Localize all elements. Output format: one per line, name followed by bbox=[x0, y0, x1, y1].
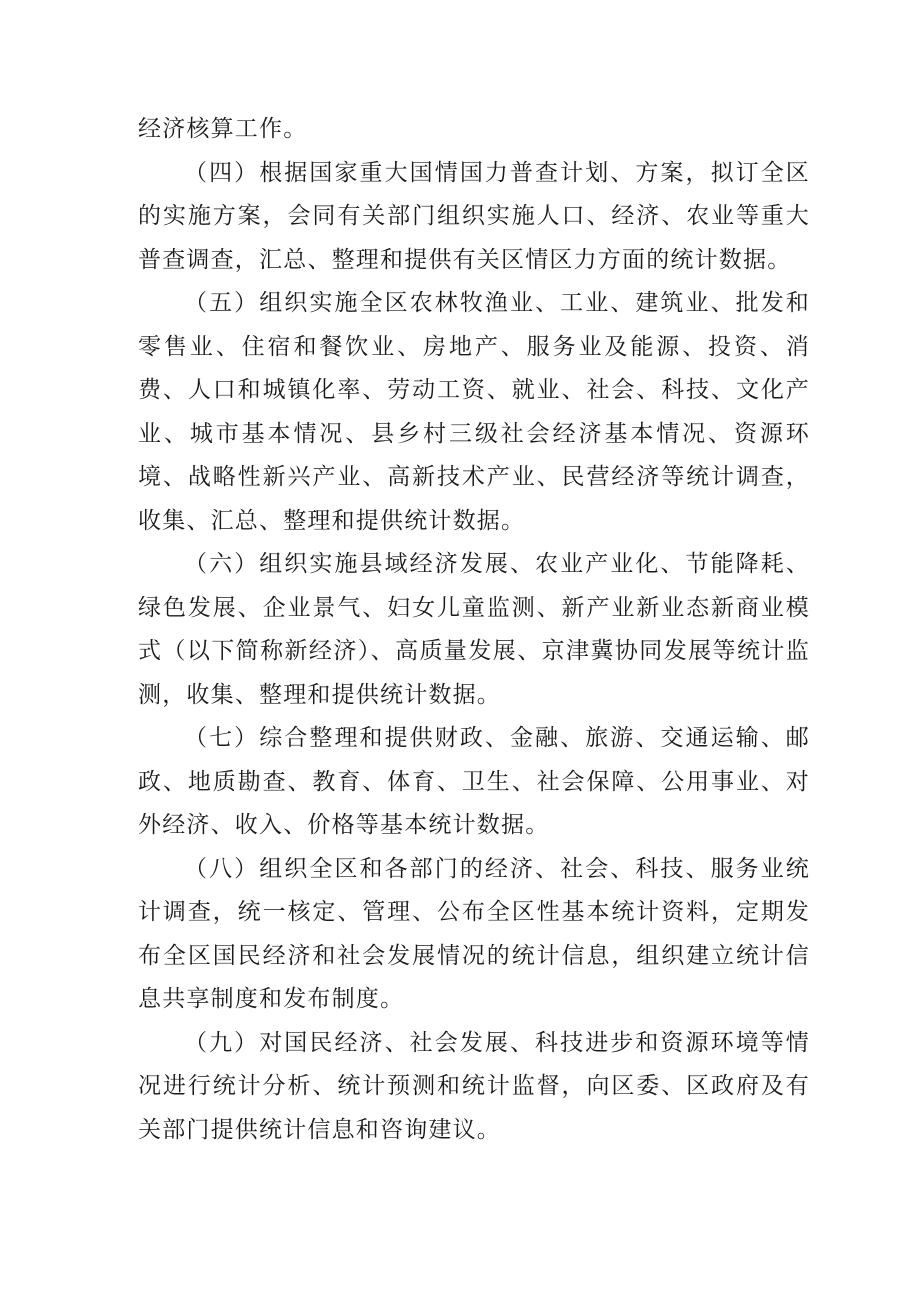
paragraph-continuation: 经济核算工作。 bbox=[138, 116, 308, 142]
document-body bbox=[138, 108, 810, 1152]
paragraph-item-8: （八）组织全区和各部门的经济、社会、科技、服务业统计调查，统一核定、管理、公布全区性基本统计资料，定期发布全区国民经济和社会发展情况的统计信息，组织建立统计信息共享制度和发布制度。 bbox=[138, 855, 810, 1012]
paragraph-item-4: （四）根据国家重大国情国力普查计划、方案，拟订全区的实施方案，会同有关部门组织实施人口、经济、农业等重大普查调查，汇总、整理和提供有关区情区力方面的统计数据。 bbox=[138, 159, 810, 273]
paragraph-item-6: （六）组织实施县域经济发展、农业产业化、节能降耗、绿色发展、企业景气、妇女儿童监测、新产业新业态新商业模式（以下简称新经济）、高质量发展、京津冀协同发展等统计监测，收集、整理和提供统计数据。 bbox=[138, 551, 810, 708]
paragraph-item-5: （五）组织实施全区农林牧渔业、工业、建筑业、批发和零售业、住宿和餐饮业、房地产、服务业及能源、投资、消费、人口和城镇化率、劳动工资、就业、社会、科技、文化产业、城市基本情况、县乡村三级社会经济基本情况、资源环境、战略性新兴产业、高新技术产业、民营经济等统计调查，收集、汇总、整理和提供统计数据。 bbox=[138, 290, 810, 534]
paragraph-item-7: （七）综合整理和提供财政、金融、旅游、交通运输、邮政、地质勘查、教育、体育、卫生、社会保障、公用事业、对外经济、收入、价格等基本统计数据。 bbox=[138, 725, 810, 838]
paragraph-item-9: （九）对国民经济、社会发展、科技进步和资源环境等情况进行统计分析、统计预测和统计监督，向区委、区政府及有关部门提供统计信息和咨询建议。 bbox=[138, 1029, 810, 1143]
